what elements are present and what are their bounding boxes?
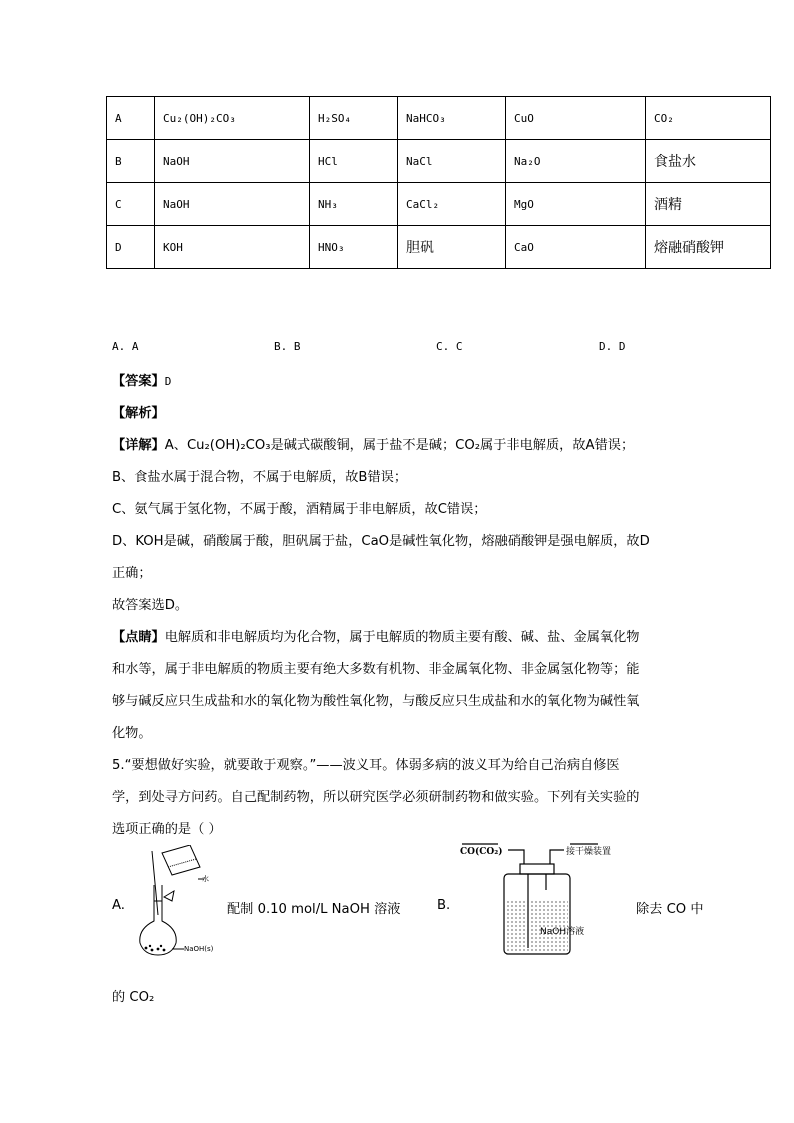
option-a-letter: A. [112, 898, 125, 913]
detail-line-3: C、氨气属于氢化物，不属于酸，酒精属于非电解质，故C错误； [112, 502, 487, 517]
option-b-letter: B. [437, 898, 451, 913]
fig-outlet-label: 接干燥装置 [566, 847, 612, 857]
glass-rod [152, 851, 158, 915]
question5-line-1: 5.“要想做好实验，就要敢于观察。”——波义耳。体弱多病的波义耳为给自己治病自修医 [112, 758, 620, 773]
tip-line-2: 和水等，属于非电解质的物质主要有绝大多数有机物、非金属氧化物、非金属氢化物等；能 [112, 662, 640, 677]
table-row [107, 97, 771, 140]
question5-line-3: 选项正确的是（ ） [112, 822, 222, 837]
table-cell: NaOH [155, 140, 310, 183]
tip-line-3: 够与碱反应只生成盐和水的氧化物为酸性氧化物，与酸反应只生成盐和水的氧化物为碱性氧 [112, 694, 640, 709]
table-cell: Na₂O [506, 140, 646, 183]
answer-choices [0, 340, 794, 356]
choice-a: A. A [112, 340, 139, 353]
table-cell: HNO₃ [310, 226, 398, 269]
table-cell: CuO [506, 97, 646, 140]
table-cell: NaCl [398, 140, 506, 183]
detail-text-1: A、Cu₂(OH)₂CO₃是碱式碳酸铜，属于盐不是碱；CO₂属于非电解质，故A错误； [164, 438, 635, 453]
table-cell: CO₂ [646, 97, 771, 140]
table-cell: 熔融硝酸钾 [646, 226, 771, 269]
detail-label: 【详解】 [112, 438, 165, 453]
table-cell: HCl [310, 140, 398, 183]
beaker-shape [162, 845, 200, 875]
fig-water-label: 水 [202, 875, 209, 883]
tip-line-4: 化物。 [112, 726, 152, 741]
table-cell: CaCl₂ [398, 183, 506, 226]
detail-line-6: 故答案选D。 [112, 598, 189, 613]
table-cell: KOH [155, 226, 310, 269]
tip-text-1: 电解质和非电解质均为化合物，属于电解质的物质主要有酸、碱、盐、金属氧化物 [164, 630, 640, 645]
detail-line-5: 正确； [112, 566, 152, 581]
fig-naoh-solution-label: NaOH溶液 [540, 927, 585, 937]
table-cell: CaO [506, 226, 646, 269]
answer-value: D [164, 375, 172, 388]
table-cell: NaHCO₃ [398, 97, 506, 140]
detail-line-1 [112, 434, 634, 453]
option-b-text: 除去 CO 中 [636, 902, 704, 917]
detail-line-4: D、KOH是碱，硝酸属于酸，胆矾属于盐，CaO是碱性氧化物，熔融硝酸钾是强电解质，故D [112, 534, 650, 549]
answer-label: 【答案】 [112, 374, 165, 389]
table-cell: MgO [506, 183, 646, 226]
choice-d: D. D [599, 340, 626, 353]
table-cell: 食盐水 [646, 140, 771, 183]
volumetric-flask-figure [128, 845, 220, 957]
table-cell: Cu₂(OH)₂CO₃ [155, 97, 310, 140]
analysis-label: 【解析】 [112, 406, 165, 421]
fig-inlet-label: CO(CO₂) [460, 847, 503, 857]
table-cell: D [107, 226, 155, 269]
table-cell: 胆矾 [398, 226, 506, 269]
gas-washing-bottle-figure [458, 840, 618, 957]
table-row [107, 183, 771, 226]
choice-c: C. C [436, 340, 463, 353]
fig-naoh-solid-label: NaOH(s) [184, 945, 214, 953]
tip-line-1 [112, 626, 640, 645]
table-cell: C [107, 183, 155, 226]
answer-line [112, 370, 171, 389]
table-row [107, 226, 771, 269]
table-cell: H₂SO₄ [310, 97, 398, 140]
table-cell: NaOH [155, 183, 310, 226]
flask-shape [140, 885, 176, 955]
option-a-text: 配制 0.10 mol/L NaOH 溶液 [227, 902, 401, 917]
detail-line-2: B、食盐水属于混合物，不属于电解质，故B错误； [112, 470, 408, 485]
table-cell: NH₃ [310, 183, 398, 226]
table-row [107, 140, 771, 183]
bottle-stopper [520, 864, 554, 874]
options-table [106, 96, 771, 269]
choice-b: B. B [274, 340, 301, 353]
table-cell: A [107, 97, 155, 140]
option-b-continuation: 的 CO₂ [112, 990, 155, 1005]
table-cell: B [107, 140, 155, 183]
table-cell: 酒精 [646, 183, 771, 226]
question5-line-2: 学，到处寻方问药。自己配制药物，所以研究医学必须研制药物和做实验。下列有关实验的 [112, 790, 640, 805]
tip-label: 【点睛】 [112, 630, 165, 645]
